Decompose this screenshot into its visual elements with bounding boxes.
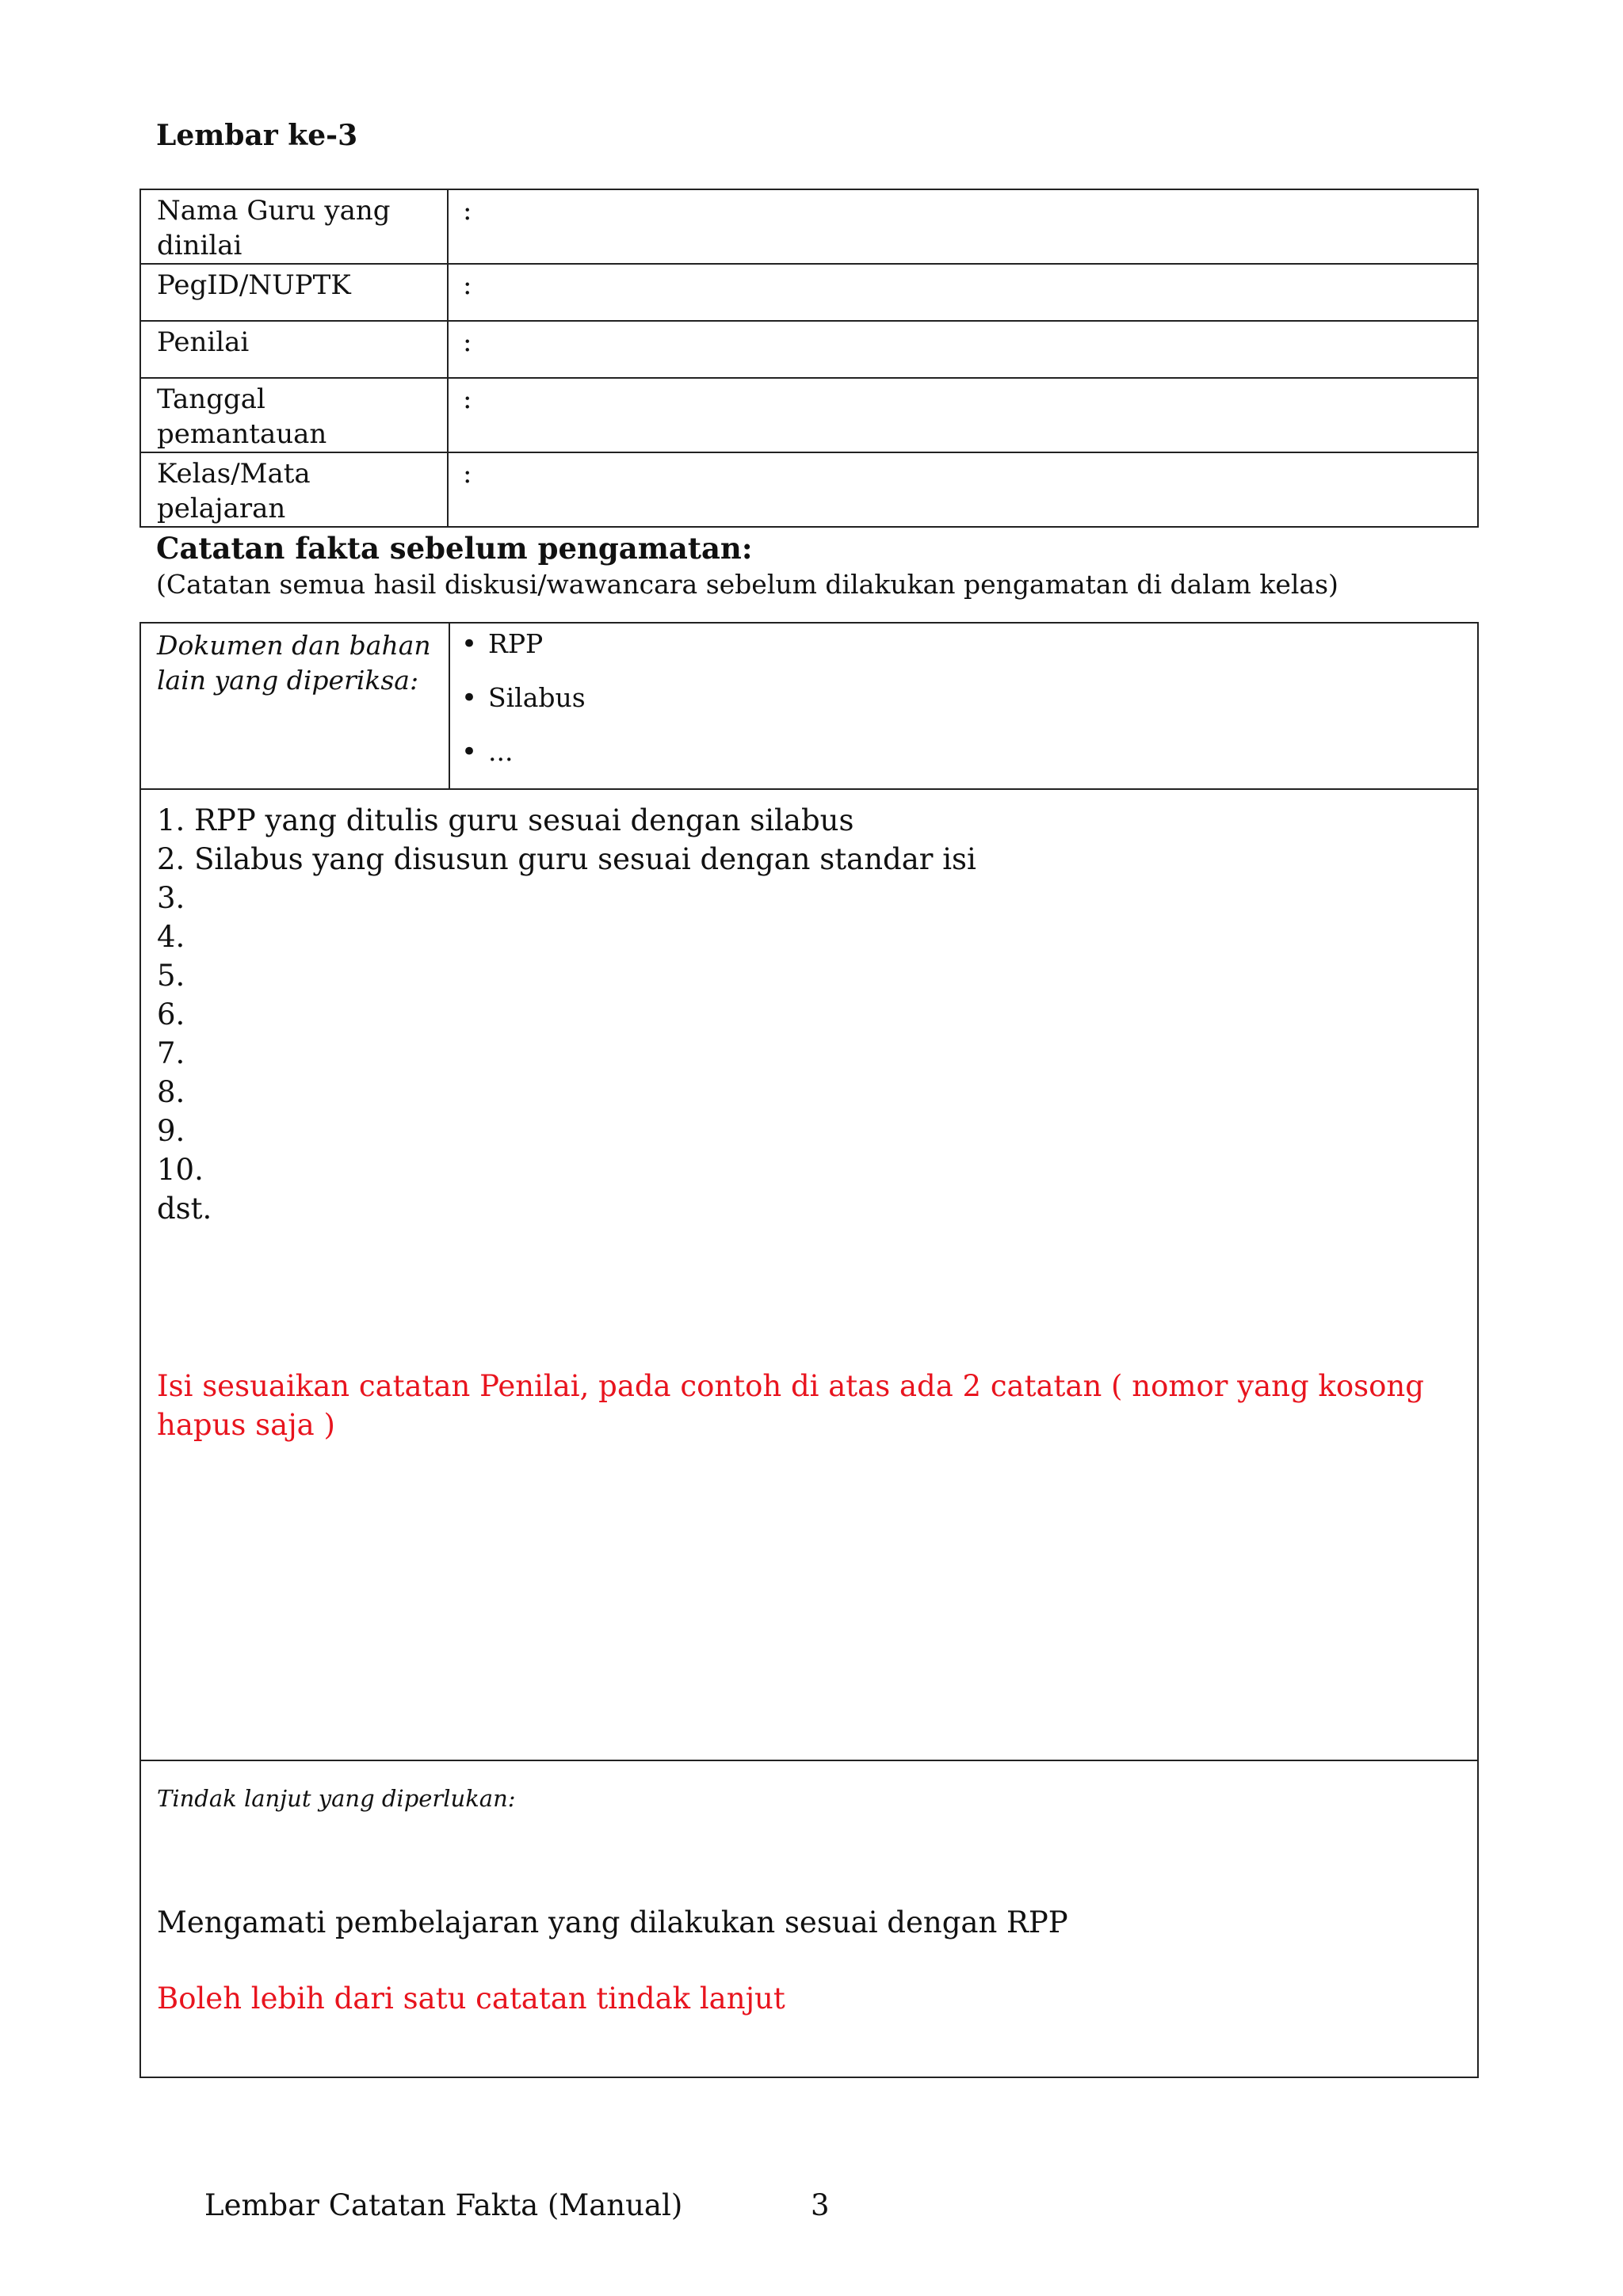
section-subtitle: (Catatan semua hasil diskusi/wawancara sebelum dilakukan pengamatan di dalam kelas) xyxy=(156,569,1338,600)
identity-value-field[interactable]: : xyxy=(448,452,1478,527)
followup-instruction: Boleh lebih dari satu catatan tindak lanjut xyxy=(157,1981,785,2016)
page-footer xyxy=(204,2187,830,2225)
teacher-identity-table xyxy=(139,189,1479,528)
followup-text: Mengamati pembelajaran yang dilakukan sesuai dengan RPP xyxy=(157,1905,1068,1939)
list-item xyxy=(461,734,1466,788)
findings-cell[interactable] xyxy=(140,789,1478,1760)
identity-value-field[interactable]: : xyxy=(448,189,1478,264)
identity-label: Nama Guru yang dinilai xyxy=(140,189,448,264)
identity-label: Penilai xyxy=(140,321,448,378)
page-number: 3 xyxy=(811,2188,830,2222)
findings-row xyxy=(140,789,1478,1760)
documents-row xyxy=(140,623,1478,789)
followup-label: Tindak lanjut yang diperlukan: xyxy=(157,1785,516,1812)
finding-item: 6. xyxy=(157,997,185,1032)
documents-label: Dokumen dan bahan lain yang diperiksa: xyxy=(140,623,449,789)
documents-list-cell xyxy=(449,623,1478,789)
document-item: ... xyxy=(488,736,514,767)
bullet-icon: • xyxy=(461,628,478,660)
findings-instruction: Isi sesuaikan catatan Penilai, pada contoh di atas ada 2 catatan ( nomor yang kosong hapus saja ) xyxy=(157,1369,1424,1442)
finding-item: 5. xyxy=(157,959,185,993)
finding-item: dst. xyxy=(157,1192,212,1226)
finding-item: 9. xyxy=(157,1114,185,1148)
finding-item: 2. Silabus yang disusun guru sesuai dengan standar isi xyxy=(157,842,976,876)
finding-item: 1. RPP yang ditulis guru sesuai dengan silabus xyxy=(157,803,854,837)
finding-item: 3. xyxy=(157,881,185,915)
document-item: RPP xyxy=(488,628,544,659)
finding-item: 10. xyxy=(157,1153,204,1187)
page-heading: Lembar ke-3 xyxy=(156,119,358,152)
identity-label: Tanggal pemantauan xyxy=(140,378,448,452)
identity-row-date xyxy=(140,378,1478,452)
footer-title: Lembar Catatan Fakta (Manual) xyxy=(204,2188,683,2222)
finding-item: 7. xyxy=(157,1036,185,1070)
findings-list xyxy=(157,801,1461,1228)
identity-label: PegID/NUPTK xyxy=(140,264,448,321)
identity-value-field[interactable]: : xyxy=(448,321,1478,378)
finding-item: 8. xyxy=(157,1075,185,1109)
identity-label: Kelas/Mata pelajaran xyxy=(140,452,448,527)
documents-list xyxy=(461,627,1466,788)
identity-row-pegid xyxy=(140,264,1478,321)
fact-notes-table xyxy=(139,622,1479,2078)
section-title: Catatan fakta sebelum pengamatan: xyxy=(156,531,753,566)
finding-item: 4. xyxy=(157,920,185,954)
list-item xyxy=(461,681,1466,734)
bullet-icon: • xyxy=(461,682,478,714)
identity-row-class-subject xyxy=(140,452,1478,527)
document-item: Silabus xyxy=(488,682,586,713)
bullet-icon: • xyxy=(461,736,478,768)
followup-cell[interactable] xyxy=(140,1760,1478,2077)
identity-value-field[interactable]: : xyxy=(448,264,1478,321)
identity-row-assessor xyxy=(140,321,1478,378)
identity-value-field[interactable]: : xyxy=(448,378,1478,452)
list-item xyxy=(461,627,1466,681)
identity-row-teacher-name xyxy=(140,189,1478,264)
followup-row xyxy=(140,1760,1478,2077)
